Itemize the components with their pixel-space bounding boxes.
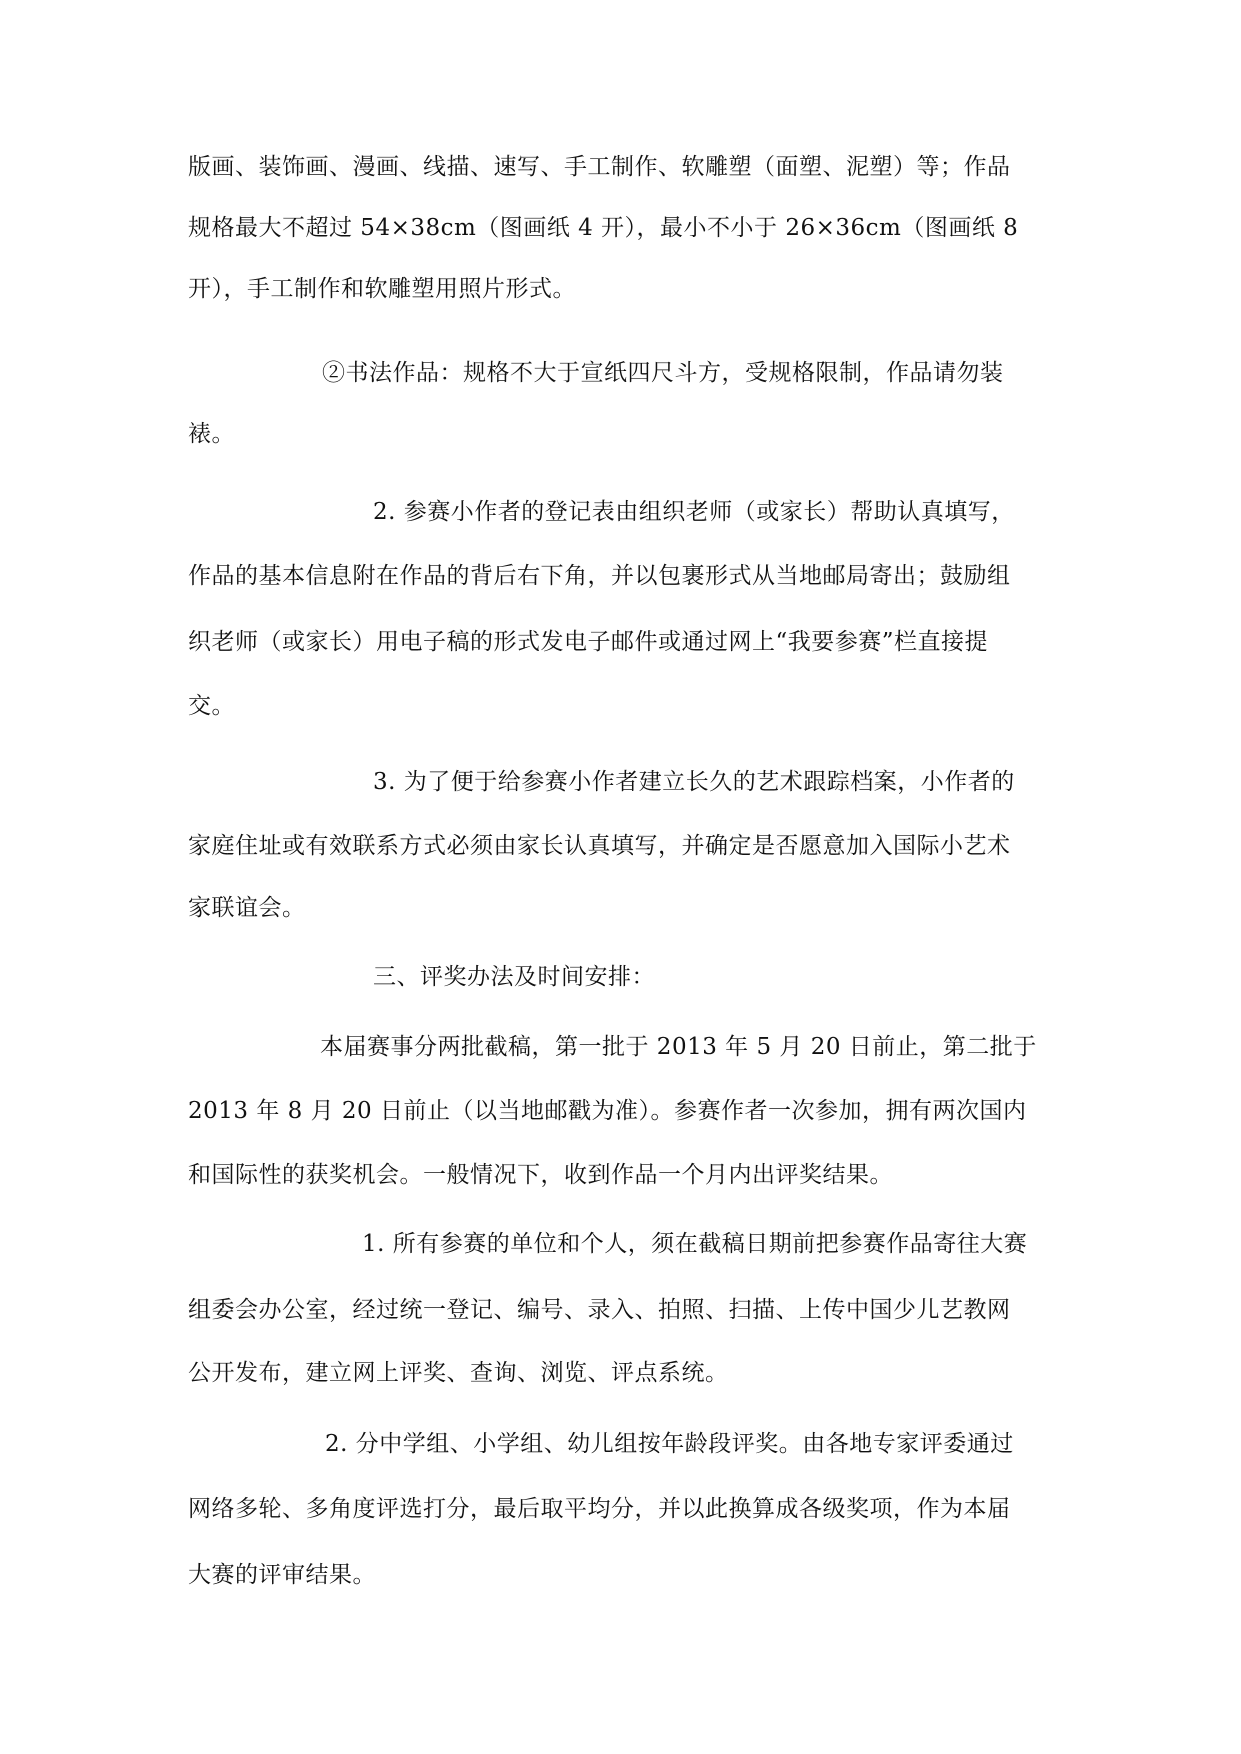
paragraph-line: 2. 分中学组、小学组、幼儿组按年龄段评奖。由各地专家评委通过 [325, 1431, 1014, 1457]
paragraph-line: 2. 参赛小作者的登记表由组织老师（或家长）帮助认真填写， [373, 499, 1015, 525]
paragraph-line: 家庭住址或有效联系方式必须由家长认真填写，并确定是否愿意加入国际小艺术 [188, 833, 1011, 859]
paragraph-line: 织老师（或家长）用电子稿的形式发电子邮件或通过网上“我要参赛”栏直接提 [188, 629, 989, 655]
paragraph-line: 2013 年 8 月 20 日前止（以当地邮戳为准）。参赛作者一次参加，拥有两次国内 [188, 1098, 1027, 1124]
paragraph-line: 组委会办公室，经过统一登记、编号、录入、拍照、扫描、上传中国少儿艺教网 [188, 1297, 1011, 1323]
paragraph-line: 3. 为了便于给参赛小作者建立长久的艺术跟踪档案，小作者的 [373, 769, 1015, 795]
paragraph-line: 家联谊会。 [188, 895, 306, 921]
paragraph-line: 开），手工制作和软雕塑用照片形式。 [188, 276, 576, 302]
paragraph-line: 版画、装饰画、漫画、线描、速写、手工制作、软雕塑（面塑、泥塑）等；作品 [188, 154, 1011, 180]
section-heading: 三、评奖办法及时间安排： [373, 964, 655, 990]
paragraph-line: 规格最大不超过 54×38cm（图画纸 4 开），最小不小于 26×36cm（图画纸 8 [188, 215, 1019, 241]
paragraph-line: 1. 所有参赛的单位和个人，须在截稿日期前把参赛作品寄往大赛 [362, 1231, 1028, 1257]
paragraph-line: 网络多轮、多角度评选打分，最后取平均分，并以此换算成各级奖项，作为本届 [188, 1496, 1011, 1522]
paragraph-line: ②书法作品：规格不大于宣纸四尺斗方，受规格限制，作品请勿装 [322, 360, 1004, 386]
paragraph-line: 本届赛事分两批截稿，第一批于 2013 年 5 月 20 日前止，第二批于 [320, 1034, 1037, 1060]
paragraph-line: 和国际性的获奖机会。一般情况下，收到作品一个月内出评奖结果。 [188, 1162, 893, 1188]
paragraph-line: 公开发布，建立网上评奖、查询、浏览、评点系统。 [188, 1360, 729, 1386]
paragraph-line: 作品的基本信息附在作品的背后右下角，并以包裹形式从当地邮局寄出；鼓励组 [188, 563, 1011, 589]
paragraph-line: 裱。 [188, 421, 235, 447]
paragraph-line: 交。 [188, 693, 235, 719]
paragraph-line: 大赛的评审结果。 [188, 1562, 376, 1588]
